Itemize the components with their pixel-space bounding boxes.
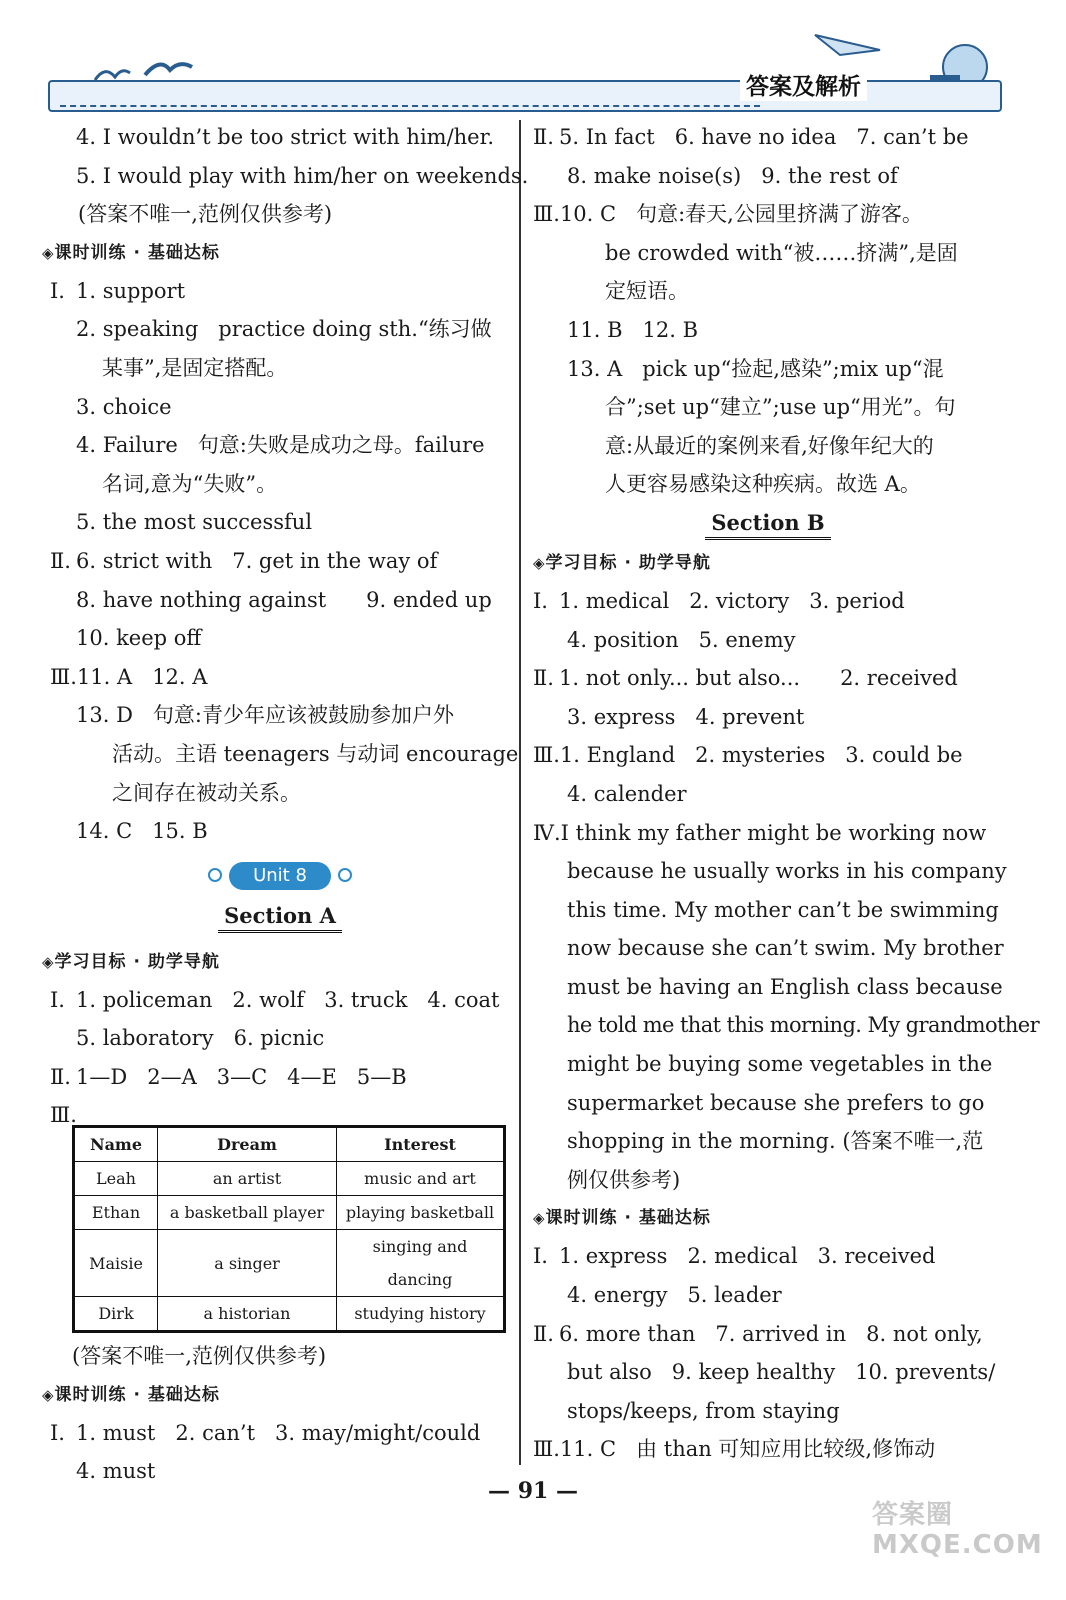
table-row — [74, 1297, 505, 1332]
right-column — [533, 118, 1040, 1469]
answer-line: Ⅱ. 1. not only... but also... 2. received — [533, 666, 958, 691]
table-cell: playing basketball — [337, 1196, 505, 1230]
diamond-icon: ◈ — [533, 1209, 546, 1228]
unit-badge-row — [50, 851, 510, 897]
answer-line: 5. laboratory 6. picnic — [76, 1026, 325, 1051]
answer-line: 4. position 5. enemy — [567, 627, 796, 652]
answer-line: might be buying some vegetables in the — [567, 1052, 993, 1077]
table-header: Interest — [337, 1127, 505, 1162]
table-cell: singing and dancing — [337, 1230, 505, 1297]
header-dash-line — [60, 105, 760, 107]
table-cell: Dirk — [74, 1297, 158, 1332]
table-cell: music and art — [337, 1162, 505, 1196]
answer-line: 意:从最近的案例来看,好像年纪大的 — [605, 433, 934, 458]
answer-line: be crowded with“被……挤满”,是固 — [605, 240, 958, 265]
answer-line: now because she can’t swim. My brother — [567, 936, 1004, 961]
table-cell: a basketball player — [158, 1196, 337, 1230]
answer-line: 4. energy 5. leader — [567, 1283, 782, 1308]
answer-line: 3. express 4. prevent — [567, 704, 805, 729]
answer-line: 定短语。 — [605, 279, 689, 304]
answer-line: Ⅳ.I think my father might be working now — [533, 820, 987, 845]
unit-badge: Unit 8 — [229, 862, 331, 890]
answer-line: stops/keeps, from staying — [567, 1398, 840, 1423]
answer-line: Ⅲ.11. C 由 than 可知应用比较级,修饰动 — [533, 1437, 936, 1462]
section-heading: Section A — [218, 902, 342, 933]
note-line: (答案不唯一,范例仅供参考) — [72, 1344, 327, 1369]
answer-line: but also 9. keep healthy 10. prevents/ — [567, 1360, 996, 1385]
table-header: Dream — [158, 1127, 337, 1162]
answer-line: 人更容易感染这种疾病。故选 A。 — [605, 472, 921, 497]
answer-line: 例仅供参考) — [567, 1167, 681, 1192]
section-tag: ◈学习目标 · 助学导航 — [42, 951, 220, 972]
page-number: — 91 — — [488, 1478, 578, 1504]
diamond-icon: ◈ — [533, 553, 546, 572]
note-line: (答案不唯一,范例仅供参考) — [78, 202, 333, 227]
answer-line: Ⅲ.10. C 句意:春天,公园里挤满了游客。 — [533, 202, 923, 227]
answer-line: 4. must — [76, 1459, 156, 1484]
badge-dot-icon — [338, 868, 352, 882]
answer-line: Ⅰ. 1. policeman 2. wolf 3. truck 4. coat — [50, 987, 500, 1012]
answer-line: he told me that this morning. My grandmother — [567, 1013, 1040, 1038]
answer-line: Ⅲ.1. England 2. mysteries 3. could be — [533, 743, 963, 768]
left-column — [42, 118, 529, 1491]
answer-line: 某事”,是固定搭配。 — [102, 355, 288, 380]
answer-line: Ⅰ. 1. must 2. can’t 3. may/might/could — [50, 1420, 481, 1445]
section-heading: Section B — [705, 509, 830, 540]
diamond-icon: ◈ — [42, 1385, 55, 1404]
answer-line: 名词,意为“失败”。 — [102, 471, 278, 496]
table-row — [74, 1162, 505, 1196]
answer-line: 4. Failure 句意:失败是成功之母。failure — [76, 433, 485, 458]
answer-line: 10. keep off — [76, 626, 202, 651]
table-row — [74, 1196, 505, 1230]
answer-line: 之间存在被动关系。 — [112, 780, 301, 805]
answer-line: 13. D 句意:青少年应该被鼓励参加户外 — [76, 703, 454, 728]
paper-plane-icon — [810, 30, 890, 70]
section-tag: ◈课时训练 · 基础达标 — [42, 242, 220, 263]
answer-line: Ⅱ. 1—D 2—A 3—C 4—E 5—B — [50, 1064, 407, 1089]
diamond-icon: ◈ — [42, 243, 55, 262]
answer-line: 活动。主语 teenagers 与动词 encourage — [112, 741, 519, 766]
section-tag: ◈学习目标 · 助学导航 — [533, 552, 711, 573]
table-cell: a singer — [158, 1230, 337, 1297]
answer-line: Ⅰ. 1. medical 2. victory 3. period — [533, 588, 905, 613]
answer-line: 8. have nothing against 9. ended up — [76, 587, 492, 612]
diamond-icon: ◈ — [42, 952, 55, 971]
watermark: 答案圈 MXQE.COM — [872, 1500, 1043, 1560]
section-heading-row — [533, 504, 1003, 544]
answer-line: supermarket because she prefers to go — [567, 1090, 985, 1115]
table-cell: Leah — [74, 1162, 158, 1196]
answer-line: 14. C 15. B — [76, 819, 208, 844]
answer-line: shopping in the morning. (答案不唯一,范 — [567, 1129, 984, 1154]
answer-line: 3. choice — [76, 394, 172, 419]
answer-line: 8. make noise(s) 9. the rest of — [567, 163, 898, 188]
answer-line: this time. My mother can’t be swimming — [567, 897, 999, 922]
answer-line: Ⅱ. 6. more than 7. arrived in 8. not only, — [533, 1321, 983, 1346]
answer-line: Ⅱ. 6. strict with 7. get in the way of — [50, 548, 438, 573]
table-cell: Ethan — [74, 1196, 158, 1230]
answer-line: Ⅰ. 1. support — [50, 278, 186, 303]
table-cell: an artist — [158, 1162, 337, 1196]
table-cell: a historian — [158, 1297, 337, 1332]
answer-line: 11. B 12. B — [567, 317, 699, 342]
table-cell: studying history — [337, 1297, 505, 1332]
answer-line: Ⅲ.11. A 12. A — [50, 664, 208, 689]
answer-line: because he usually works in his company — [567, 859, 1007, 884]
table-header: Name — [74, 1127, 158, 1162]
section-tag: ◈课时训练 · 基础达标 — [42, 1384, 220, 1405]
answer-line: must be having an English class because — [567, 974, 1003, 999]
answer-line: Ⅰ. 1. express 2. medical 3. received — [533, 1244, 936, 1269]
dream-table — [72, 1125, 506, 1333]
answer-line: Ⅱ. 5. In fact 6. have no idea 7. can’t be — [533, 125, 969, 149]
section-heading-row — [50, 897, 510, 943]
section-tag: ◈课时训练 · 基础达标 — [533, 1208, 711, 1229]
answer-line: 2. speaking practice doing sth.“练习做 — [76, 317, 492, 342]
answer-line: Ⅲ. — [50, 1103, 77, 1128]
column-divider — [519, 120, 521, 1465]
table-header-row — [74, 1127, 505, 1162]
table-row — [74, 1230, 505, 1297]
header-title: 答案及解析 — [740, 68, 867, 101]
answer-line: 5. the most successful — [76, 510, 313, 535]
answer-line: 合”;set up“建立”;use up“用光”。句 — [605, 395, 956, 420]
answer-line: 13. A pick up“捡起,感染”;mix up“混 — [567, 356, 944, 381]
page-header — [40, 20, 1006, 115]
answer-line: 5. I would play with him/her on weekends. — [76, 163, 529, 188]
badge-dot-icon — [208, 868, 222, 882]
answer-line: 4. calender — [567, 781, 687, 806]
table-cell: Maisie — [74, 1230, 158, 1297]
answer-line: 4. I wouldn’t be too strict with him/her. — [76, 125, 495, 149]
